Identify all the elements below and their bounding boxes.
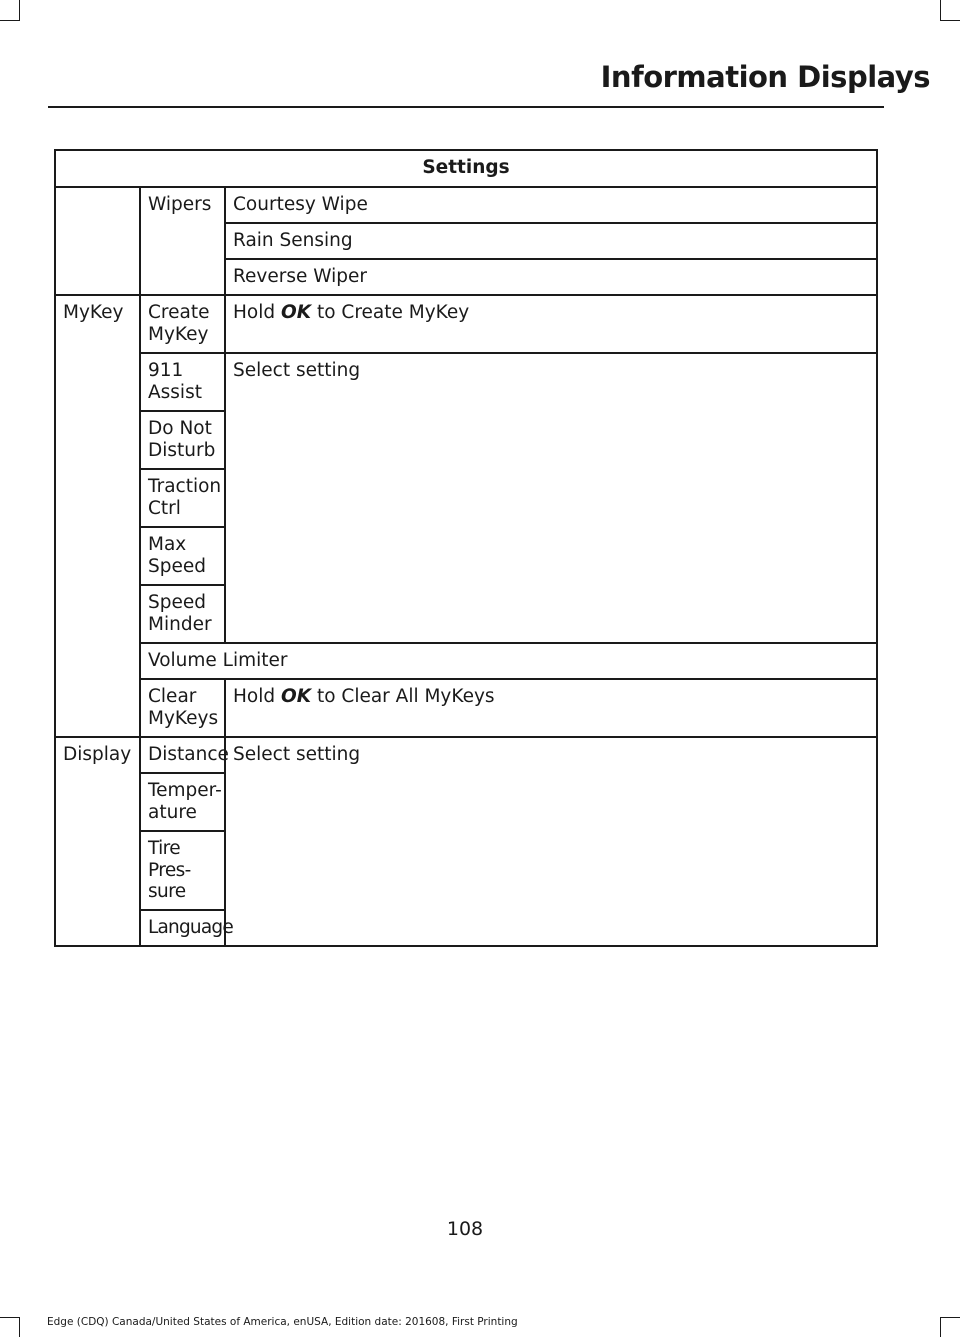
display-select-setting: Select setting <box>225 737 877 946</box>
mykey-select-setting: Select setting <box>225 353 877 643</box>
create-mykey-action <box>225 295 877 353</box>
crop-mark <box>940 1317 960 1318</box>
clear-mykeys-action <box>225 679 877 737</box>
table-row <box>55 737 877 773</box>
table-row <box>55 187 877 223</box>
create-action-text: to Create MyKey <box>311 302 470 323</box>
crop-mark <box>940 0 941 20</box>
table-row <box>55 295 877 353</box>
ok-text: OK <box>281 302 312 323</box>
speed-minder-cell: Speed Minder <box>140 585 225 643</box>
empty-cell <box>55 187 140 295</box>
tire-pressure-cell: Tire Pres- sure <box>140 831 225 910</box>
settings-table <box>54 149 878 947</box>
crop-mark <box>0 20 20 21</box>
display-label: Display <box>55 737 140 946</box>
language-cell: Language <box>140 910 225 946</box>
hold-text: Hold <box>233 686 281 707</box>
footer-edition-info: Edge (CDQ) Canada/United States of America, enUSA, Edition date: 201608, First Printing <box>47 1316 518 1328</box>
mykey-label: MyKey <box>55 295 140 737</box>
table-caption: Settings <box>55 150 877 187</box>
do-not-disturb-cell: Do Not Disturb <box>140 411 225 469</box>
table-row <box>55 353 877 411</box>
wipers-label: Wipers <box>140 187 225 295</box>
volume-limiter-cell: Volume Limiter <box>140 643 877 679</box>
page-number: 108 <box>446 1218 484 1240</box>
distance-cell: Distance <box>140 737 225 773</box>
courtesy-wipe-cell: Courtesy Wipe <box>225 187 877 223</box>
temperature-cell: Temper- ature <box>140 773 225 831</box>
create-mykey-cell: Create MyKey <box>140 295 225 353</box>
crop-mark <box>19 1317 20 1337</box>
crop-mark <box>19 0 20 20</box>
crop-mark <box>940 1317 941 1337</box>
reverse-wiper-cell: Reverse Wiper <box>225 259 877 295</box>
clear-action-text: to Clear All MyKeys <box>311 686 495 707</box>
traction-ctrl-cell: Traction Ctrl <box>140 469 225 527</box>
ok-text: OK <box>281 686 312 707</box>
hold-text: Hold <box>233 302 281 323</box>
title-divider <box>48 106 884 108</box>
crop-mark <box>940 20 960 21</box>
911-assist-cell: 911 Assist <box>140 353 225 411</box>
table-row <box>55 679 877 737</box>
rain-sensing-cell: Rain Sensing <box>225 223 877 259</box>
table-row <box>55 643 877 679</box>
max-speed-cell: Max Speed <box>140 527 225 585</box>
page-title: Information Displays <box>600 60 930 94</box>
crop-mark <box>0 1317 20 1318</box>
clear-mykeys-cell: Clear MyKeys <box>140 679 225 737</box>
